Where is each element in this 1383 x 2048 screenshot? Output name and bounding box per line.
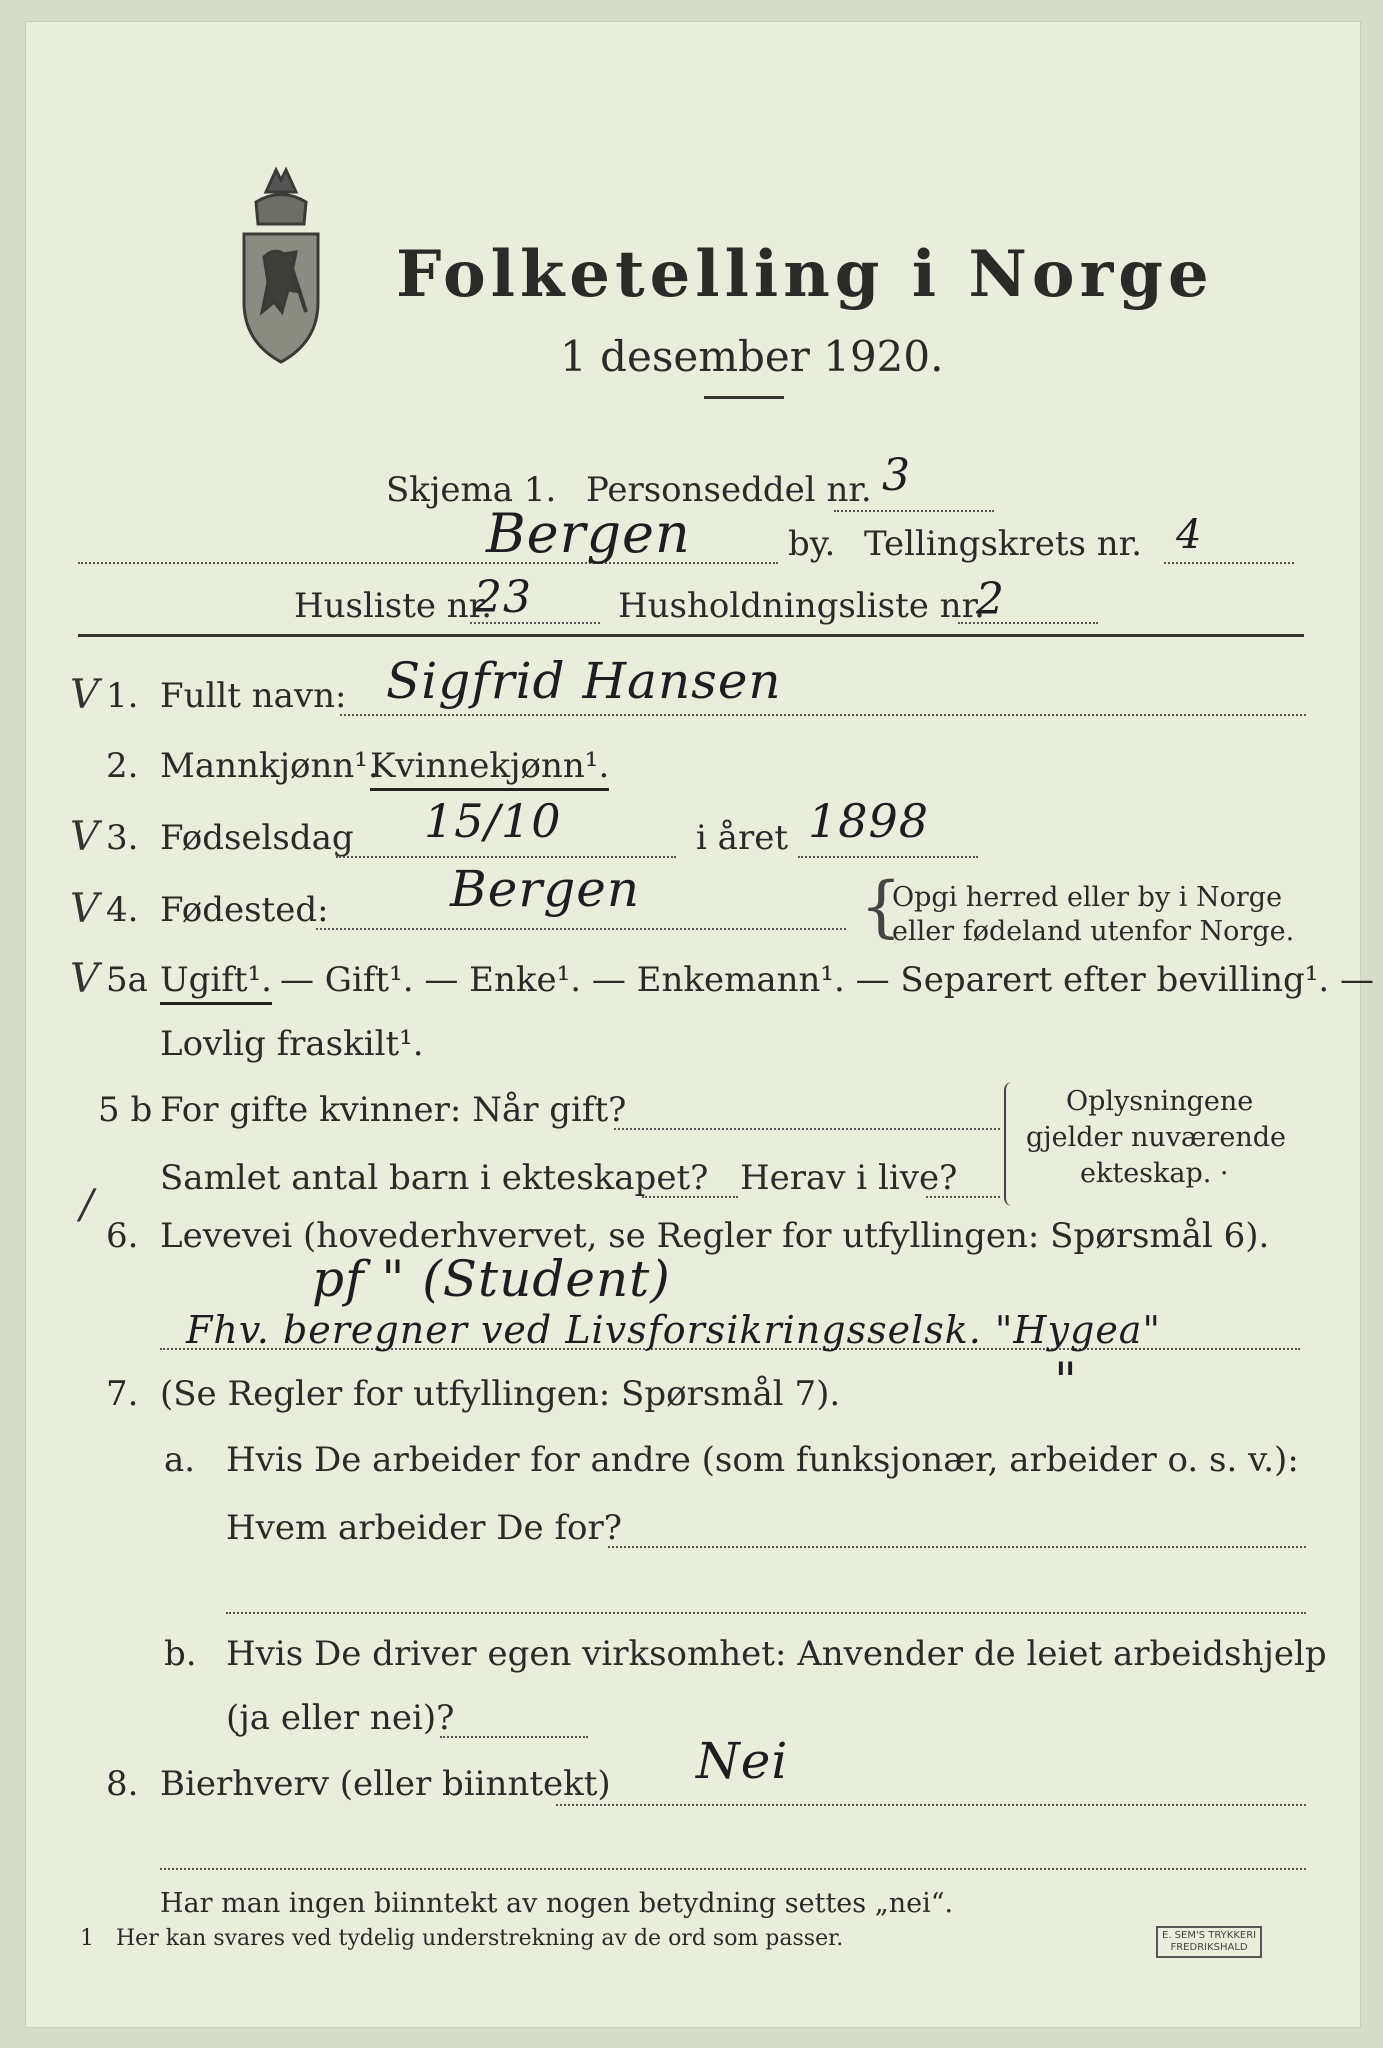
personseddel-line — [834, 510, 994, 512]
personseddel-label: Personseddel nr. — [586, 470, 872, 510]
q7b-line1: Hvis De driver egen virksomhet: Anvender de leiet arbeidshjelp — [226, 1634, 1327, 1674]
q5b-note-line2: gjelder nuværende — [1026, 1122, 1286, 1153]
q5b-married-line — [614, 1128, 1000, 1130]
q8-value[interactable]: Nei — [696, 1732, 789, 1790]
q4-label: Fødested: — [160, 890, 329, 930]
footnote-text: Her kan svares ved tydelig understrekning av de ord som passer. — [116, 1926, 844, 1951]
q8-number: 8. — [106, 1764, 139, 1804]
q8-label: Bierhverv (eller biinntekt) — [160, 1764, 611, 1804]
q5b-note-line1: Oplysningene — [1066, 1086, 1254, 1117]
q7a-answer-line2[interactable] — [226, 1612, 1306, 1614]
q5b-number: 5 b — [98, 1090, 153, 1130]
printer-stamp — [1156, 1926, 1262, 1958]
census-form — [26, 22, 1375, 2027]
q5a-other-options[interactable]: — Gift¹. — Enke¹. — Enkemann¹. — Separert efter bevilling¹. — — [280, 960, 1375, 1000]
q3-year-line — [798, 856, 978, 858]
q7a-line2: Hvem arbeider De for? — [226, 1508, 622, 1548]
q1-check-mark: V — [70, 672, 99, 718]
q6-occupation-value1[interactable]: pf " (Student) — [312, 1250, 671, 1308]
q1-line — [340, 714, 1306, 716]
coat-of-arms-icon — [226, 162, 336, 372]
q3-year-value[interactable]: 1898 — [808, 794, 930, 848]
q4-birthplace-value[interactable]: Bergen — [450, 860, 641, 918]
q5a-fraskilt-option[interactable]: Lovlig fraskilt¹. — [160, 1024, 424, 1064]
q5b-married-label: For gifte kvinner: Når gift? — [160, 1090, 627, 1130]
q5b-children-label: Samlet antal barn i ekteskapet? — [160, 1158, 709, 1198]
husholdningsliste-value[interactable]: 2 — [976, 574, 1005, 625]
q4-note-line2: eller fødeland utenfor Norge. — [892, 916, 1295, 947]
by-label: by. — [788, 524, 836, 564]
q7b-line2: (ja eller nei)? — [226, 1698, 455, 1738]
q4-line — [316, 928, 846, 930]
q7-ditto-mark: " — [1054, 1352, 1078, 1410]
q7b-answer-line[interactable] — [440, 1736, 588, 1738]
q1-label: Fullt navn: — [160, 676, 347, 716]
q7a-number: a. — [164, 1440, 196, 1480]
q7-number: 7. — [106, 1374, 139, 1414]
husholdningsliste-label: Husholdningsliste nr. — [618, 586, 985, 626]
q6-occupation-value2[interactable]: Fhv. beregner ved Livsforsikringsselsk. "Hygea" — [186, 1308, 1161, 1352]
printer-stamp-line1: E. SEM'S TRYKKERI — [1162, 1930, 1257, 1941]
q8-line — [556, 1804, 1306, 1806]
skjema-label: Skjema 1. — [386, 470, 557, 510]
tellingskrets-line — [1164, 562, 1294, 564]
q5b-bracket — [1004, 1082, 1012, 1206]
q7a-line1: Hvis De arbeider for andre (som funksjonær, arbeider o. s. v.): — [226, 1440, 1299, 1480]
printer-stamp-line2: FREDRIKSHALD — [1170, 1942, 1248, 1953]
q3-check-mark: V — [70, 814, 99, 860]
q6-label: Levevei (hovederhvervet, se Regler for utfyllingen: Spørsmål 6). — [160, 1216, 1270, 1256]
q5b-note-line3: ekteskap. · — [1080, 1158, 1229, 1189]
q3-date-line — [336, 856, 676, 858]
q3-label: Fødselsdag — [160, 818, 354, 858]
q2-female-option[interactable]: Kvinnekjønn¹. — [370, 746, 609, 791]
tellingskrets-label: Tellingskrets nr. — [864, 524, 1143, 564]
husliste-label: Husliste nr. — [294, 586, 493, 626]
q5a-check-mark: V — [70, 956, 99, 1002]
q5a-ugift-option[interactable]: Ugift¹. — [160, 960, 272, 1005]
q6-check-mark: / — [80, 1182, 94, 1228]
q5b-alive-line — [926, 1196, 1000, 1198]
q3-year-label: i året — [696, 818, 788, 858]
q4-check-mark: V — [70, 886, 99, 932]
q4-number: 4. — [106, 890, 139, 930]
tellingskrets-value[interactable]: 4 — [1176, 512, 1203, 558]
q5b-alive-label: Herav i live? — [740, 1158, 958, 1198]
q4-note-line1: Opgi herred eller by i Norge — [892, 882, 1283, 913]
q7-label: (Se Regler for utfyllingen: Spørsmål 7). — [160, 1374, 841, 1414]
footnote-number: 1 — [80, 1926, 94, 1951]
q2-number: 2. — [106, 746, 139, 786]
form-title: Folketelling i Norge — [396, 237, 1214, 312]
q5b-children-line — [642, 1196, 738, 1198]
personseddel-value[interactable]: 3 — [882, 450, 911, 501]
title-divider — [704, 396, 784, 399]
footer-note: Har man ingen biinntekt av nogen betydning settes „nei“. — [160, 1888, 954, 1919]
q8-extra-line[interactable] — [160, 1868, 1306, 1870]
q3-birthdate-value[interactable]: 15/10 — [424, 794, 562, 848]
q1-full-name-value[interactable]: Sigfrid Hansen — [386, 652, 782, 710]
q3-number: 3. — [106, 818, 139, 858]
q6-number: 6. — [106, 1216, 139, 1256]
form-date: 1 desember 1920. — [560, 332, 944, 381]
q2-male-option[interactable]: Mannkjønn¹. — [160, 746, 379, 786]
header-rule — [78, 634, 1304, 637]
q4-brace: { — [860, 868, 902, 945]
city-value[interactable]: Bergen — [486, 502, 691, 565]
q1-number: 1. — [106, 676, 139, 716]
q5a-number: 5a — [106, 960, 148, 1000]
q7b-number: b. — [164, 1634, 197, 1674]
husliste-value[interactable]: 23 — [474, 572, 532, 623]
q7a-answer-line[interactable] — [608, 1546, 1306, 1548]
